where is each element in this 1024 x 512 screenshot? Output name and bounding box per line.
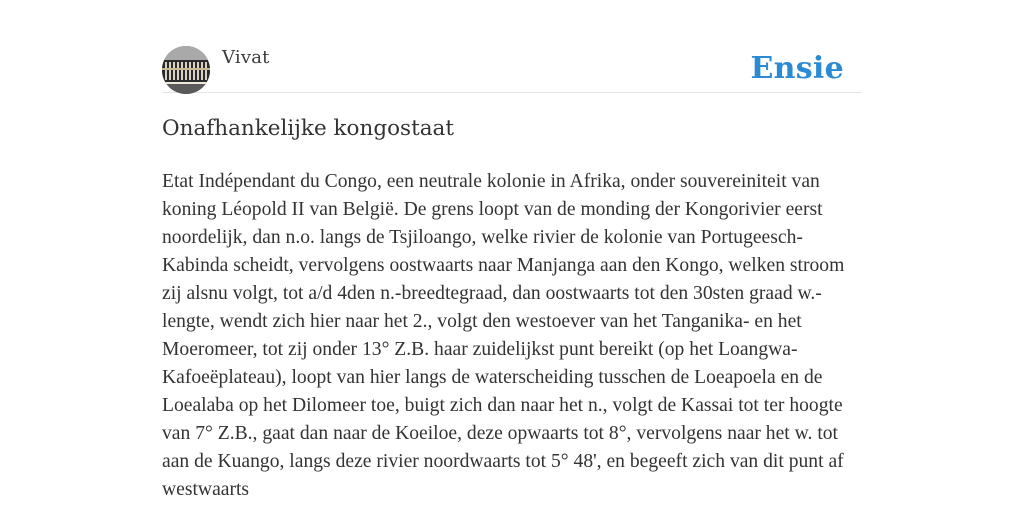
article-title: Onafhankelijke kongostaat bbox=[162, 116, 454, 141]
brand-logo[interactable]: Ensie bbox=[750, 51, 844, 86]
source-avatar[interactable] bbox=[162, 46, 210, 94]
article-body: Etat Indépendant du Congo, een neutrale kolonie in Afrika, onder souvereiniteit van koning Léopold II van België. De grens loopt van de monding der Kongorivier eerst noordelijk, dan n.o. langs de Tsjiloango, welke rivier de kolonie van Portugeesch-Kabinda scheidt, vervolgens oostwaarts naar Manjanga aan den Kongo, welken stroom zij alsnu volgt, tot a/d 4den n.-breedtegraad, dan oostwaarts tot den 30sten graad w.-lengte, wendt zich hier naar het 2., volgt den westoever van het Tanganika- en het Moeromeer, tot zij onder 13° Z.B. haar zuidelijkst punt bereikt (op het Loangwa-Kafoeëplateau), loopt van hier langs de waterscheiding tusschen de Loeapoela en de Loealaba op het Dilomeer toe, buigt zich dan naar het n., volgt de Kassai tot ter hoogte van 7° Z.B., gaat dan naar de Koeiloe, deze opwaarts tot 8°, vervolgens naar het w. tot aan de Kuango, langs deze rivier noordwaarts tot 5° 48', en begeeft zich van dit punt af westwaarts bbox=[162, 171, 845, 500]
source-name[interactable]: Vivat bbox=[222, 47, 270, 68]
site-header bbox=[162, 46, 862, 93]
book-spines-avatar-icon bbox=[162, 46, 210, 94]
